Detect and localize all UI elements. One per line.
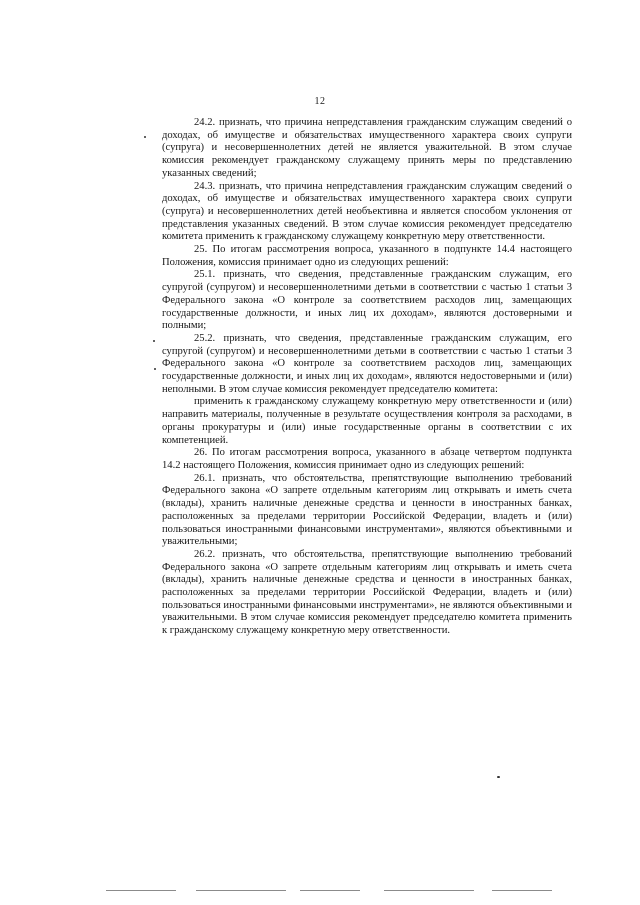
paragraph-26: 26. По итогам рассмотрения вопроса, указанного в абзаце четвертом подпункта 14.2 настоящего Положения, комиссия принимает одно из следующих решений: [162,447,572,471]
scan-edge-line [196,890,286,891]
scan-edge-line [300,890,360,891]
document-body [162,117,572,638]
paragraph-24-2: 24.2. признать, что причина непредставления гражданским служащим сведений о доходах, об имуществе и обязательствах имущественного характера своих супруги (супруга) и несовершеннолетних детей не является уважительной. В этом случае комиссия рекомендует гражданскому служащему принять меры по представлению указанных сведений; [162,117,572,179]
paragraph-24-3: 24.3. признать, что причина непредставления гражданским служащим сведений о доходах, об имуществе и обязательствах имущественного характера своих супруги (супруга) и несовершеннолетних детей необъективна и является способом уклонения от представления указанных сведений. В этом случае комиссия рекомендует председателю комитета применить к гражданскому служащему конкретную меру ответственности. [162,180,572,243]
scan-edge-line [384,890,474,891]
paragraph-26-2: 26.2. признать, что обстоятельства, препятствующие выполнению требований Федерального закона «О запрете отдельным категориям лиц открывать и иметь счета (вклады), хранить наличные денежные средства и ценности в иностранных банках, расположенных за пределами территории Российской Федерации, владеть и (или) пользоваться иностранными финансовыми инструментами», не являются объективными и уважительными. В этом случае комиссия рекомендует председателю комитета применить к гражданскому служащему конкретную меру ответственности. [162,548,572,637]
scan-speck [154,368,156,370]
scan-speck [497,776,500,778]
scan-edge-line [106,890,176,891]
scan-edge-line [492,890,552,891]
paragraph-25-2-action: применить к гражданскому служащему конкретную меру ответственности и (или) направить материалы, полученные в результате осуществления контроля за расходами, в органы прокуратуры и (или) иные государственные органы в соответствии с их компетенцией. [162,396,572,446]
paragraph-25-2: 25.2. признать, что сведения, представленные гражданским служащим, его супругой (супругом) и несовершеннолетними детьми в соответствии с частью 1 статьи 3 Федерального закона «О контроле за соответствием расходов лиц, замещающих государственные должности, и иных лиц их доходам», являются недостоверными и (или) неполными. В этом случае комиссия рекомендует председателю комитета: [162,332,572,395]
paragraph-26-1: 26.1. признать, что обстоятельства, препятствующие выполнению требований Федерального закона «О запрете отдельным категориям лиц открывать и иметь счета (вклады), хранить наличные денежные средства и ценности в иностранных банках, расположенных за пределами территории Российской Федерации, владеть и (или) пользоваться иностранными финансовыми инструментами», являются объективными и уважительными; [162,472,572,548]
scan-speck [153,340,155,342]
page-number: 12 [314,96,326,107]
scan-speck [144,136,146,138]
paragraph-25: 25. По итогам рассмотрения вопроса, указанного в подпункте 14.4 настоящего Положения, комиссия принимает одно из следующих решений: [162,244,572,268]
paragraph-25-1: 25.1. признать, что сведения, представленные гражданским служащим, его супругой (супругом) и несовершеннолетними детьми в соответствии с частью 1 статьи 3 Федерального закона «О контроле за соответствием расходов лиц, замещающих государственные должности, и иных лиц их доходам», являются достоверными и полными; [162,269,572,332]
